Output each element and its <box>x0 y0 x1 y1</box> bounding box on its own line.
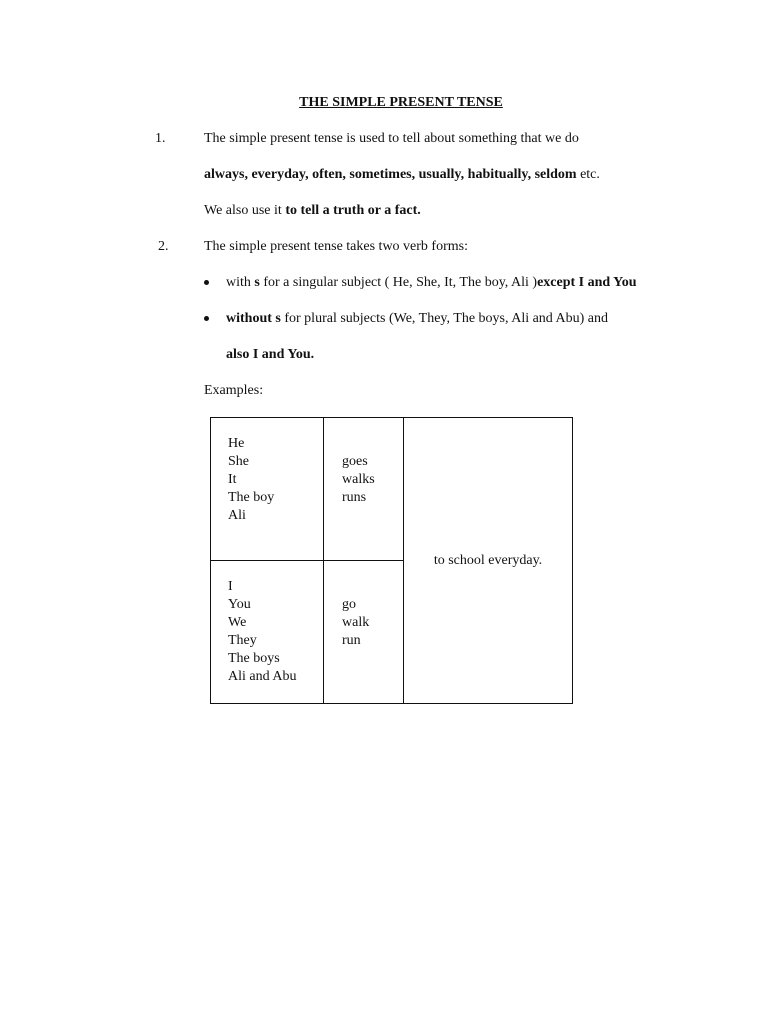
page-title: THE SIMPLE PRESENT TENSE <box>299 95 503 110</box>
subject-it: It <box>228 472 237 487</box>
verb-goes: goes <box>342 454 368 469</box>
bullet-1-mid: for a singular subject ( He, She, It, The boy, Ali ) <box>259 275 538 290</box>
complement-text: to school everyday. <box>433 552 543 568</box>
bullet-1-except: except I and You <box>537 275 637 290</box>
examples-table <box>210 417 573 704</box>
point-1-number: 1. <box>155 131 166 146</box>
bullet-1-pre: with <box>226 275 255 290</box>
subject-the-boys: The boys <box>228 651 280 666</box>
plural-subjects-list <box>211 561 323 686</box>
singular-verbs-list <box>324 418 403 507</box>
plural-verbs-cell <box>324 561 404 704</box>
subject-ali: Ali <box>228 508 246 523</box>
point-2-number: 2. <box>158 239 169 254</box>
singular-verbs-cell <box>324 418 404 561</box>
truth-fact-text: to tell a truth or a fact. <box>285 203 421 218</box>
bullet-2-rest: for plural subjects (We, They, The boys, Ali and Abu) and <box>280 311 609 326</box>
plural-subjects-cell <box>211 561 324 704</box>
singular-subjects-cell <box>211 418 324 561</box>
also-i-and-you: also I and You. <box>226 347 315 362</box>
point-2-line-1: The simple present tense takes two verb forms: <box>204 239 468 254</box>
subject-you: You <box>228 597 251 612</box>
bullet-2-line-2 <box>226 346 314 364</box>
frequency-words: always, everyday, often, sometimes, usually, habitually, seldom <box>204 167 577 182</box>
bullet-2-text <box>226 310 608 328</box>
examples-label: Examples: <box>204 383 264 398</box>
complement-cell <box>404 418 573 704</box>
subject-they: They <box>228 633 257 648</box>
verb-walks: walks <box>342 472 375 487</box>
bullet-1-s: s <box>254 275 260 290</box>
point-1-line-1: The simple present tense is used to tell about something that we do <box>204 131 579 146</box>
subject-the-boy: The boy <box>228 490 275 505</box>
verb-walk: walk <box>342 615 370 630</box>
also-use-text: We also use it <box>204 203 286 218</box>
point-1-line-2 <box>204 166 600 184</box>
verb-run: run <box>342 633 361 648</box>
subject-he: He <box>228 436 245 451</box>
point-1-line-3 <box>204 202 421 220</box>
plural-verbs-list <box>324 561 403 650</box>
verb-go: go <box>342 597 356 612</box>
etc-text: etc. <box>576 167 600 182</box>
bullet-2-icon <box>204 316 209 321</box>
singular-subjects-list <box>211 418 323 525</box>
bullet-1-icon <box>204 280 209 285</box>
verb-runs: runs <box>342 490 367 505</box>
subject-she: She <box>228 454 249 469</box>
bullet-2-without-s: without s <box>226 311 281 326</box>
subject-we: We <box>228 615 247 630</box>
bullet-1-text <box>226 274 637 292</box>
subject-i: I <box>228 579 233 594</box>
subject-ali-and-abu: Ali and Abu <box>228 669 297 684</box>
